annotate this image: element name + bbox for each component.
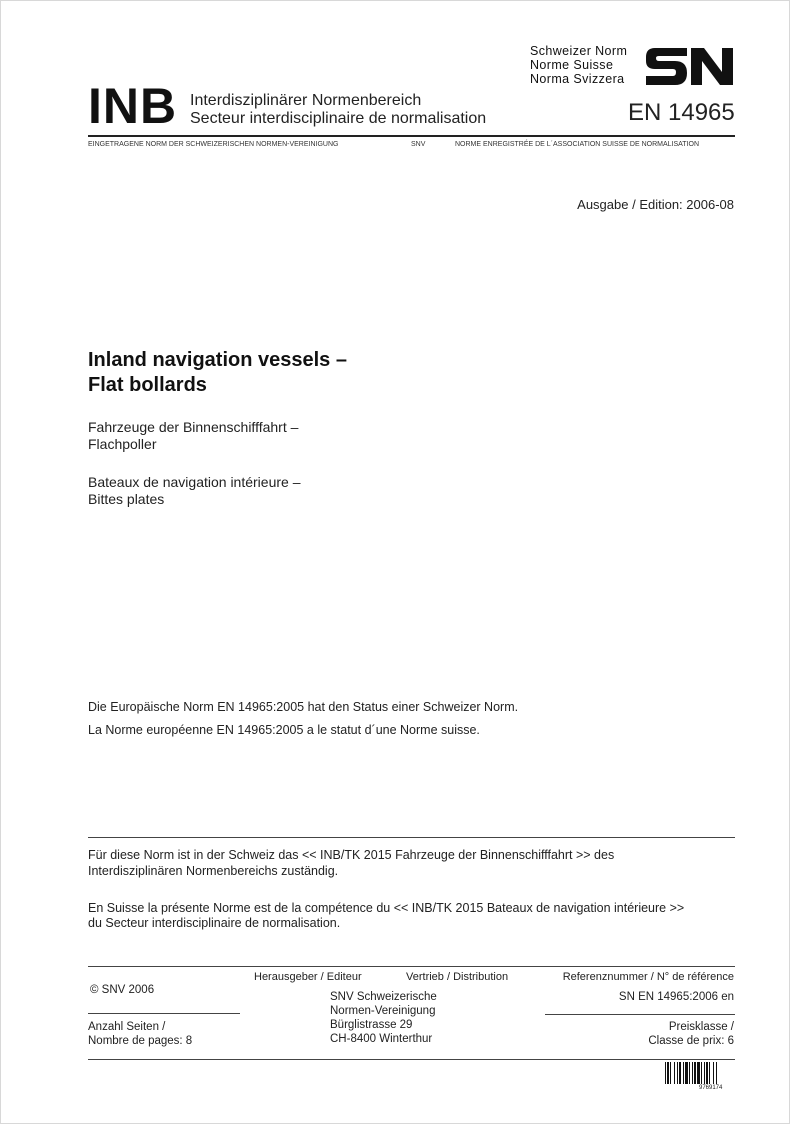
pages-label: Anzahl Seiten / xyxy=(88,1021,166,1033)
barcode-number: 9769174 xyxy=(699,1085,723,1091)
address-line3: Bürglistrasse 29 xyxy=(330,1019,413,1031)
header-divider xyxy=(88,135,735,137)
edition-date: Ausgabe / Edition: 2006-08 xyxy=(577,197,734,212)
norm-number: EN 14965 xyxy=(628,99,735,126)
inb-name-de: Interdisziplinärer Normenbereich xyxy=(190,92,422,109)
reference-label: Referenznummer / N° de référence xyxy=(562,971,734,983)
publisher-label: Herausgeber / Editeur xyxy=(254,971,362,983)
reference-number: SN EN 14965:2006 en xyxy=(618,991,734,1003)
title-fr-line1: Bateaux de navigation intérieure – xyxy=(88,474,301,490)
title-de-line1: Fahrzeuge der Binnenschifffahrt – xyxy=(88,419,299,435)
price-class: Classe de prix: 6 xyxy=(648,1035,734,1047)
snv-label-it: Norma Svizzera xyxy=(530,72,625,86)
distribution-label: Vertrieb / Distribution xyxy=(406,971,509,983)
responsibility-top-rule xyxy=(88,837,735,838)
sn-logo-icon xyxy=(643,45,735,87)
copyright: © SNV 2006 xyxy=(90,984,155,996)
registry-text-de: EINGETRAGENE NORM DER SCHWEIZERISCHEN NORMEN-VEREINIGUNG xyxy=(88,141,339,148)
inb-logo: INB xyxy=(88,78,178,134)
responsibility-fr-line1: En Suisse la présente Norme est de la compétence du << INB/TK 2015 Bateaux de navigation intérieure >> xyxy=(88,901,685,915)
address-line4: CH-8400 Winterthur xyxy=(330,1033,433,1045)
title-de-line2: Flachpoller xyxy=(88,436,157,452)
registry-text-snv: SNV xyxy=(411,141,426,148)
inb-name-fr: Secteur interdisciplinaire de normalisation xyxy=(190,110,487,127)
price-label: Preisklasse / xyxy=(668,1021,734,1033)
status-de: Die Europäische Norm EN 14965:2005 hat den Status einer Schweizer Norm. xyxy=(88,700,519,714)
snv-label-de: Schweizer Norm xyxy=(530,44,628,58)
title-en-line1: Inland navigation vessels – xyxy=(88,349,347,371)
responsibility-fr-line2: du Secteur interdisciplinaire de normalisation. xyxy=(88,916,341,930)
title-fr-line2: Bittes plates xyxy=(88,491,165,507)
footer-right-rule xyxy=(545,1014,735,1015)
responsibility-de-line2: Interdisziplinären Normenbereichs zuständig. xyxy=(88,864,339,878)
footer-bottom-rule xyxy=(88,1059,735,1060)
status-fr: La Norme européenne EN 14965:2005 a le statut d´une Norme suisse. xyxy=(88,723,480,737)
snv-label-fr: Norme Suisse xyxy=(530,58,614,72)
address-line1: SNV Schweizerische xyxy=(330,991,437,1003)
registry-text-fr: NORME ENREGISTRÉE DE L´ASSOCIATION SUISSE DE NORMALISATION xyxy=(455,141,700,148)
responsibility-de-line1: Für diese Norm ist in der Schweiz das << INB/TK 2015 Fahrzeuge der Binnenschifffahrt >> des xyxy=(88,848,615,862)
pages-count: Nombre de pages: 8 xyxy=(88,1035,193,1047)
footer-left-rule xyxy=(88,1013,240,1014)
address-line2: Normen-Vereinigung xyxy=(330,1005,436,1017)
title-en-line2: Flat bollards xyxy=(88,374,207,396)
footer-top-rule xyxy=(88,966,735,967)
barcode-icon xyxy=(665,1062,735,1084)
